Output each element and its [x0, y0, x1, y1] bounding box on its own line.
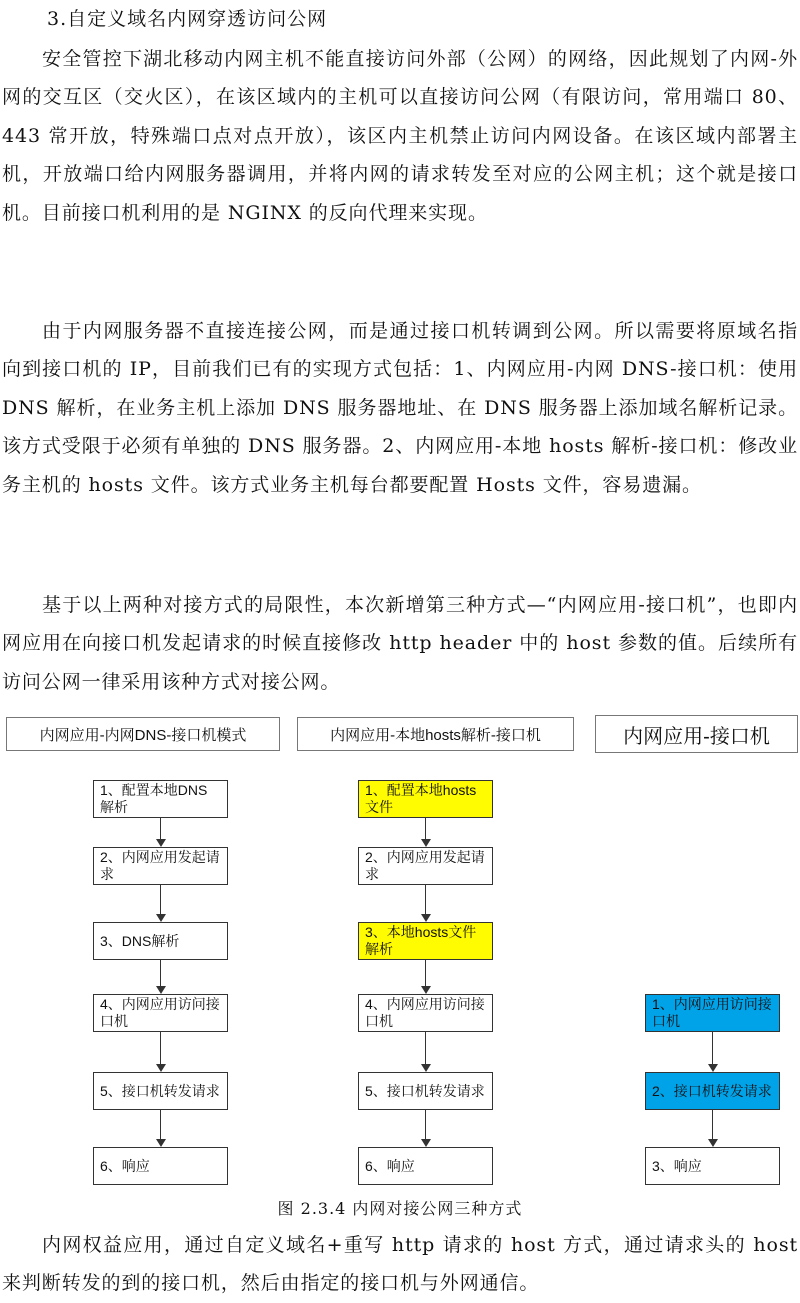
flow-step-box: 4、内网应用访问接口机 — [93, 994, 228, 1032]
paragraph-existing-methods: 由于内网服务器不直接连接公网，而是通过接口机转调到公网。所以需要将原域名指向到接口机的 IP，目前我们已有的实现方式包括：1、内网应用-内网 DNS-接口机：使用 DNS 解析，在业务主机上添加 DNS 服务器地址、在 DNS 服务器上添加域名解析记录。该方式受限于必须有单独的 DNS 服务器。2、内网应用-本地 hosts 解析-接口机：修改业务主机的 hosts 文件。该方式业务主机每台都要配置 Hosts 文件，容易遗漏。 — [2, 320, 798, 496]
flow-step-box: 6、响应 — [93, 1147, 228, 1185]
column-title-hosts: 内网应用-本地hosts解析-接口机 — [297, 717, 574, 751]
paragraph-new-method: 基于以上两种对接方式的局限性，本次新增第三种方式—“内网应用-接口机”，也即内网应用在向接口机发起请求的时候直接修改 http header 中的 host 参数的值。后续所有访问公网一律采用该种方式对接公网。 — [2, 594, 798, 693]
section-heading: 3.自定义域名内网穿透访问公网 — [47, 8, 328, 30]
flow-step-box: 2、接口机转发请求 — [645, 1072, 780, 1110]
flow-step-box: 3、DNS解析 — [93, 922, 228, 960]
figure-caption: 图 2.3.4 内网对接公网三种方式 — [277, 1199, 523, 1218]
column-title-dns: 内网应用-内网DNS-接口机模式 — [6, 717, 280, 751]
paragraph-summary: 内网权益应用，通过自定义域名+重写 http 请求的 host 方式，通过请求头的 host 来判断转发的到的接口机，然后由指定的接口机与外网通信。 — [2, 1234, 798, 1295]
flow-step-box: 1、内网应用访问接口机 — [645, 994, 780, 1032]
flow-arrow — [421, 1110, 431, 1147]
flow-arrow — [421, 1032, 431, 1072]
flow-step-box: 1、配置本地hosts文件 — [358, 780, 493, 818]
flow-step-box: 1、配置本地DNS解析 — [93, 780, 228, 818]
flow-arrow — [156, 1032, 166, 1072]
flow-arrow — [156, 818, 166, 847]
flow-arrow — [156, 1110, 166, 1147]
flow-step-box: 2、内网应用发起请求 — [93, 847, 228, 885]
column-title-interface: 内网应用-接口机 — [595, 715, 798, 753]
flow-arrow — [708, 1110, 718, 1147]
flow-arrow — [708, 1032, 718, 1072]
flow-arrow — [156, 885, 166, 922]
flow-step-box: 3、响应 — [645, 1147, 780, 1185]
flow-step-box: 5、接口机转发请求 — [93, 1072, 228, 1110]
flow-arrow — [421, 818, 431, 847]
paragraph-intranet-zone: 安全管控下湖北移动内网主机不能直接访问外部（公网）的网络，因此规划了内网-外网的交互区（交火区），在该区域内的主机可以直接访问公网（有限访问，常用端口 80、443 常开放，特殊端口点对点开放），该区内主机禁止访问内网设备。在该区域内部署主机，开放端口给内网服务器调用，并将内网的请求转发至对应的公网主机；这个就是接口机。目前接口机利用的是 NGINX 的反向代理来实现。 — [2, 48, 798, 224]
flow-arrow — [421, 885, 431, 922]
flow-arrow — [156, 960, 166, 994]
flow-step-box: 5、接口机转发请求 — [358, 1072, 493, 1110]
flow-step-box: 3、本地hosts文件解析 — [358, 922, 493, 960]
flow-step-box: 6、响应 — [358, 1147, 493, 1185]
flow-arrow — [421, 960, 431, 994]
flow-step-box: 2、内网应用发起请求 — [358, 847, 493, 885]
flow-step-box: 4、内网应用访问接口机 — [358, 994, 493, 1032]
